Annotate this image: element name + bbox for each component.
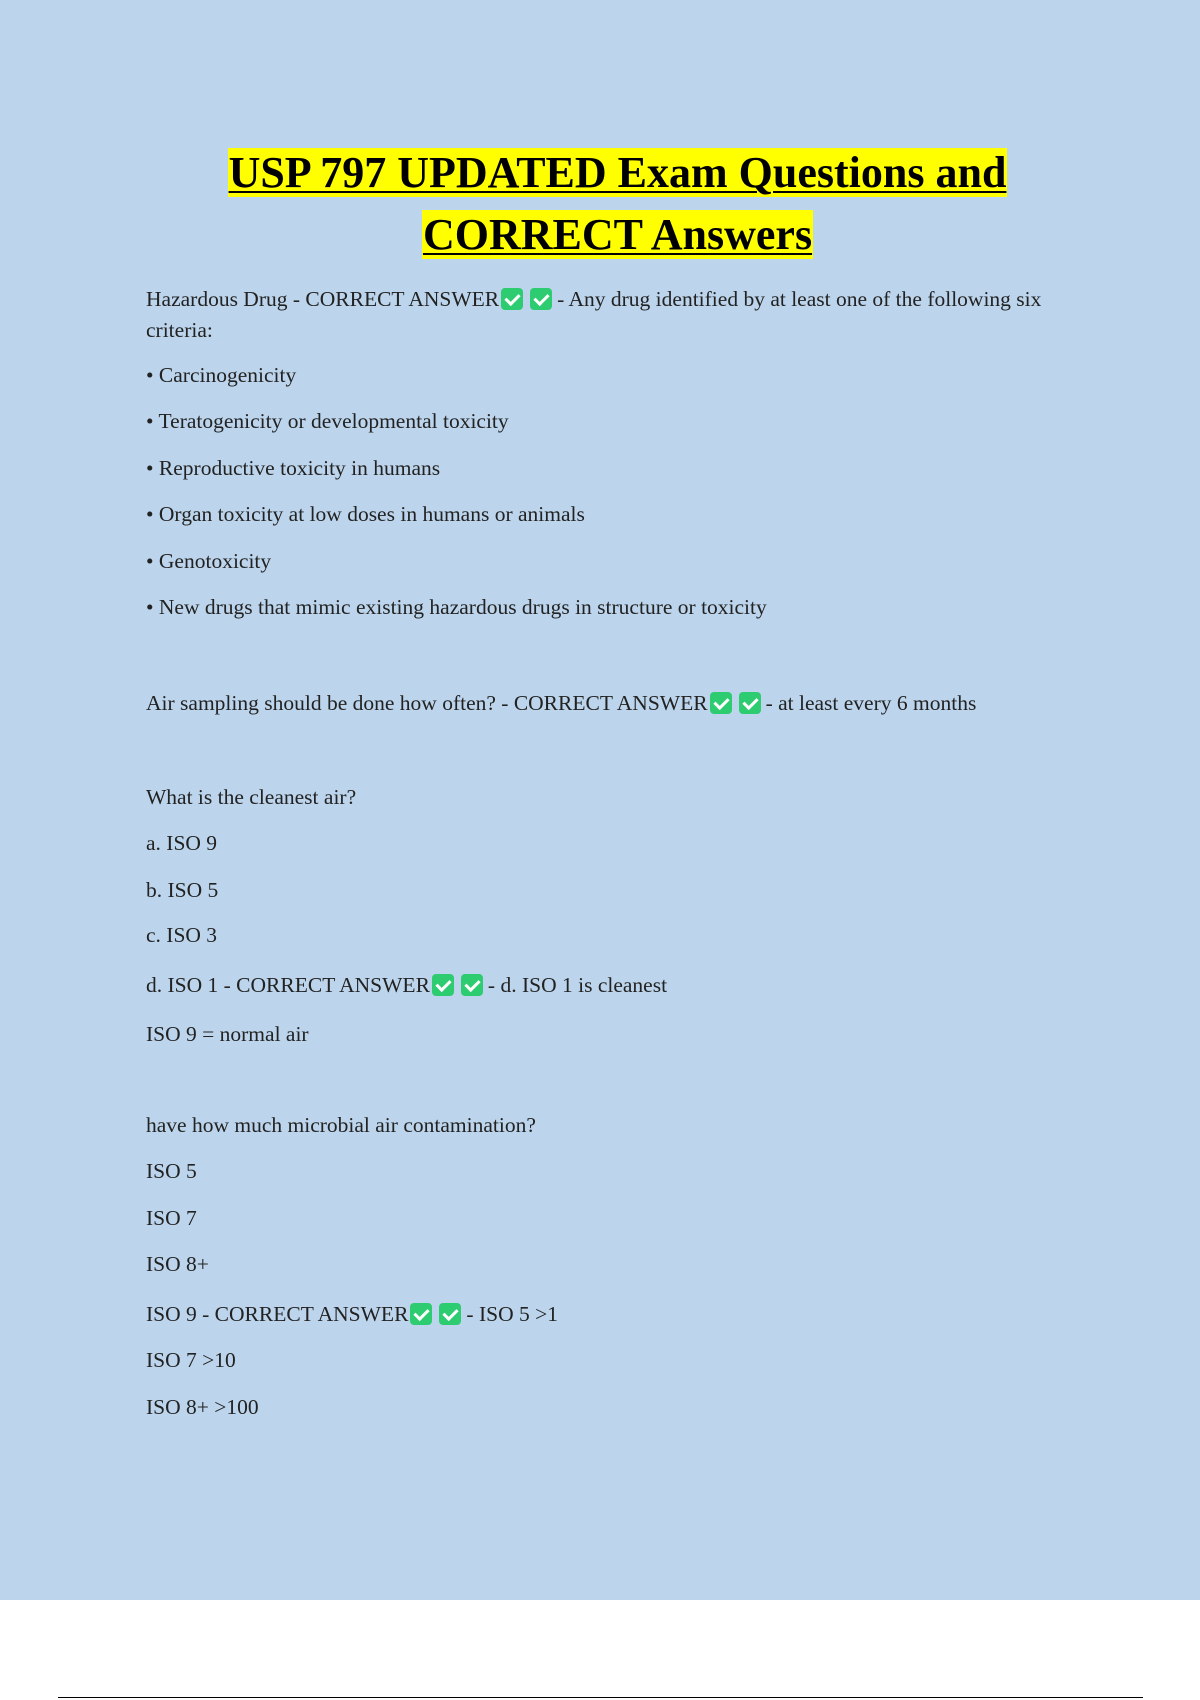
criteria-item: • Reproductive toxicity in humans: [146, 456, 441, 480]
answer-text: - at least every 6 months: [765, 691, 977, 715]
check-mark-icon: [461, 974, 483, 996]
answer-text: - Any drug identified by at least one of the following six criteria:: [146, 287, 1042, 342]
check-mark-icon: [432, 974, 454, 996]
question-prefix: ISO 9 - CORRECT ANSWER: [146, 1302, 409, 1326]
question-text: What is the cleanest air?: [146, 785, 357, 809]
document-title: [60, 142, 1175, 266]
cleanest-air-answer: [146, 970, 667, 1001]
check-mark-icon: [710, 692, 732, 714]
check-mark-icon: [410, 1303, 432, 1325]
criteria-item: • Teratogenicity or developmental toxicity: [146, 409, 509, 433]
answer-option: a. ISO 9: [146, 831, 218, 855]
answer-note: ISO 8+ >100: [146, 1395, 259, 1419]
criteria-item: • New drugs that mimic existing hazardous drugs in structure or toxicity: [146, 595, 767, 619]
answer-option: c. ISO 3: [146, 923, 218, 947]
title-line-1: USP 797 UPDATED Exam Questions and: [228, 148, 1007, 197]
check-mark-icon: [501, 288, 523, 310]
answer-option: ISO 8+: [146, 1252, 209, 1276]
answer-note: ISO 7 >10: [146, 1348, 236, 1372]
criteria-item: • Genotoxicity: [146, 549, 272, 573]
criteria-item: • Organ toxicity at low doses in humans or animals: [146, 502, 585, 526]
footer-divider: [58, 1697, 1143, 1698]
question-prefix: Air sampling should be done how often? - CORRECT ANSWER: [146, 691, 708, 715]
answer-option: b. ISO 5: [146, 878, 219, 902]
check-mark-icon: [439, 1303, 461, 1325]
check-mark-icon: [530, 288, 552, 310]
question-prefix: d. ISO 1 - CORRECT ANSWER: [146, 973, 430, 997]
question-prefix: Hazardous Drug - CORRECT ANSWER: [146, 287, 500, 311]
title-line-2: CORRECT Answers: [422, 210, 813, 259]
microbial-contamination-answer: [146, 1299, 558, 1330]
hazardous-drug-answer: [146, 284, 1046, 346]
answer-text: - ISO 5 >1: [466, 1302, 558, 1326]
answer-option: ISO 5: [146, 1159, 197, 1183]
answer-option: ISO 7: [146, 1206, 197, 1230]
question-text: have how much microbial air contamination?: [146, 1113, 536, 1137]
air-sampling-answer: [146, 688, 976, 719]
criteria-item: • Carcinogenicity: [146, 363, 297, 387]
answer-note: ISO 9 = normal air: [146, 1022, 309, 1046]
check-mark-icon: [739, 692, 761, 714]
answer-text: - d. ISO 1 is cleanest: [487, 973, 668, 997]
